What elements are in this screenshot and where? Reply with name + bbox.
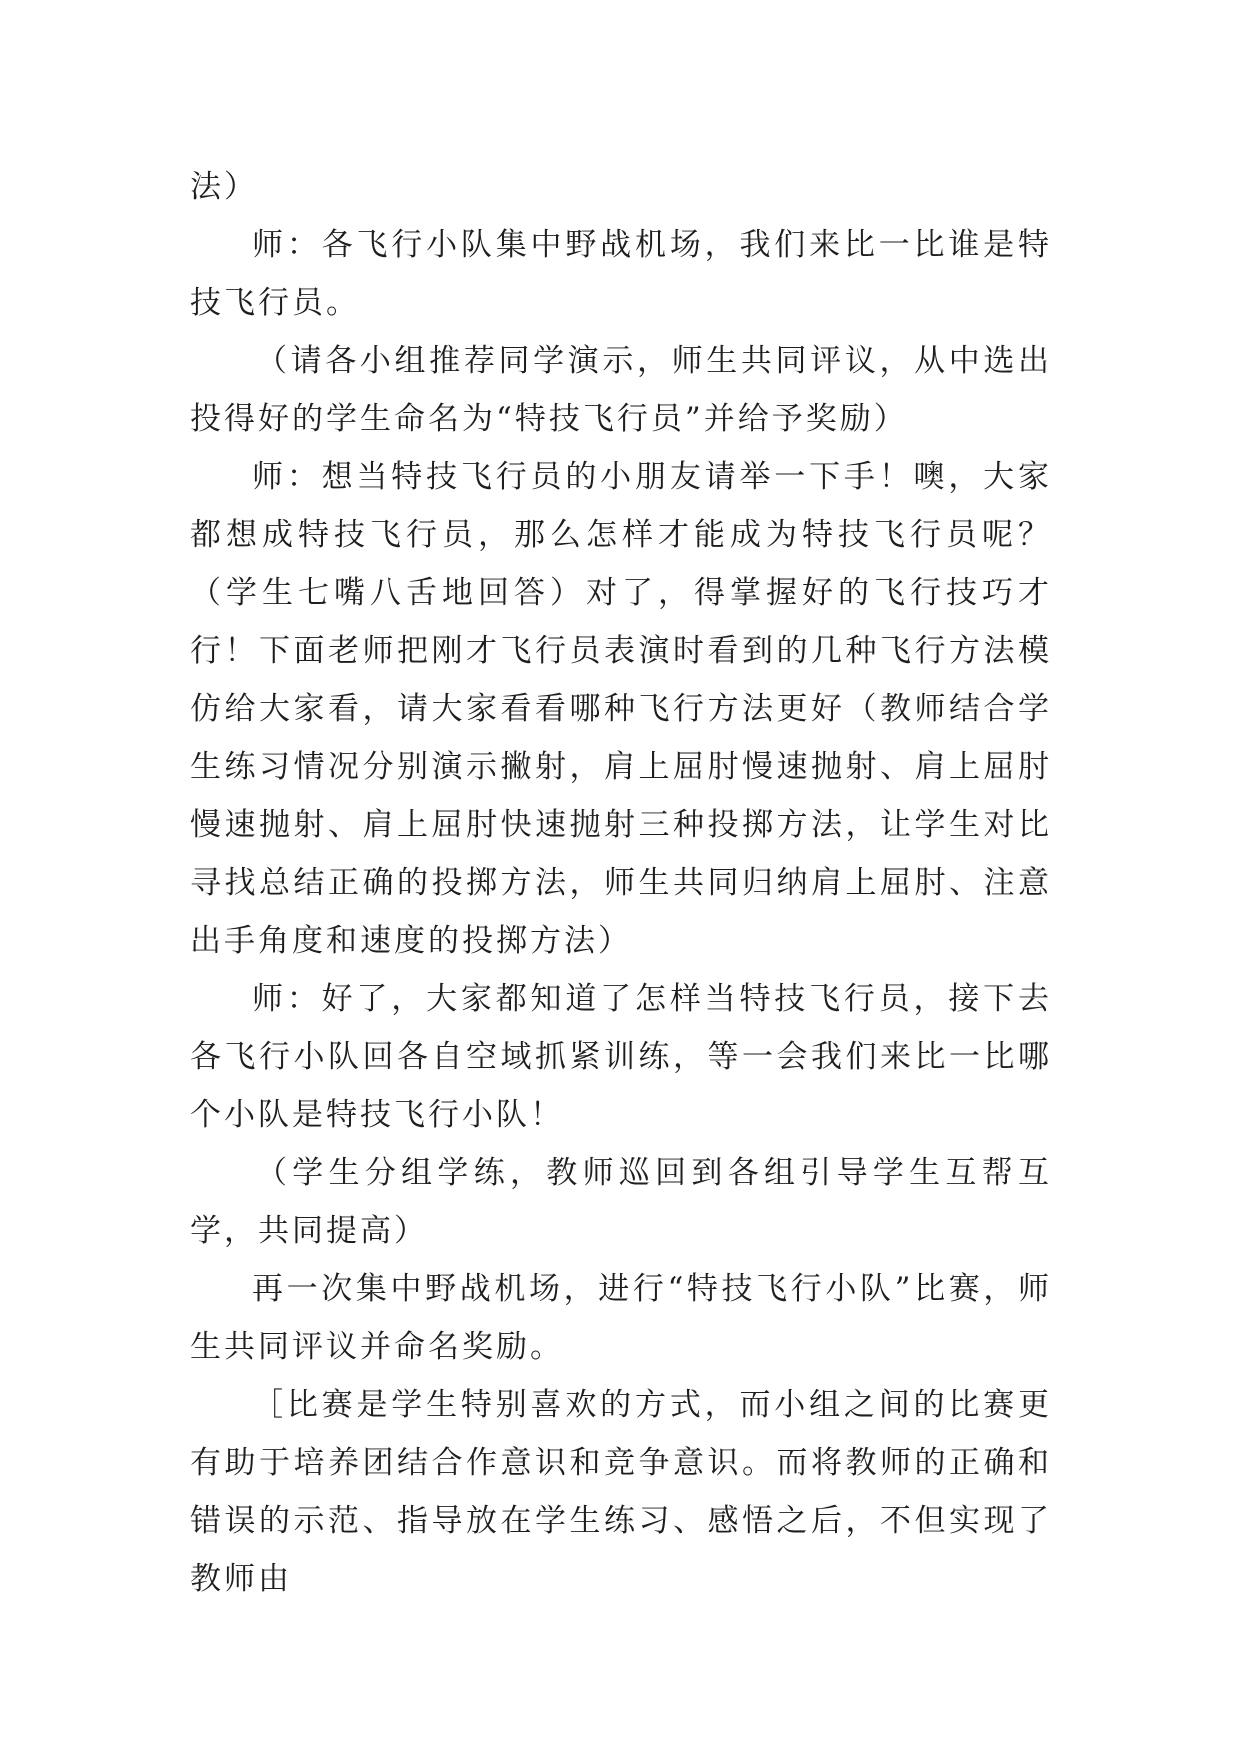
paragraph: 师：想当特技飞行员的小朋友请举一下手！噢，大家都想成特技飞行员，那么怎样才能成为特技飞行员呢？（学生七嘴八舌地回答）对了，得掌握好的飞行技巧才行！下面老师把刚才飞行员表演时看到的几种飞行方法模仿给大家看，请大家看看哪种飞行方法更好（教师结合学生练习情况分别演示撇射，肩上屈肘慢速抛射、肩上屈肘慢速抛射、肩上屈肘快速抛射三种投掷方法，让学生对比寻找总结正确的投掷方法，师生共同归纳肩上屈肘、注意出手角度和速度的投掷方法） xyxy=(190,459,1052,959)
paragraph: （请各小组推荐同学演示，师生共同评议，从中选出投得好的学生命名为“特技飞行员”并给予奖励） xyxy=(190,343,1052,437)
paragraph: 法） xyxy=(190,169,258,205)
paragraph: ［比赛是学生特别喜欢的方式，而小组之间的比赛更有助于培养团结合作意识和竞争意识。而将教师的正确和错误的示范、指导放在学生练习、感悟之后，不但实现了教师由 xyxy=(190,1387,1052,1597)
paragraph: 师：各飞行小队集中野战机场，我们来比一比谁是特技飞行员。 xyxy=(190,227,1052,321)
document-body xyxy=(190,158,1052,1608)
paragraph: （学生分组学练，教师巡回到各组引导学生互帮互学，共同提高） xyxy=(190,1155,1052,1249)
paragraph: 师：好了，大家都知道了怎样当特技飞行员，接下去各飞行小队回各自空域抓紧训练，等一会我们来比一比哪个小队是特技飞行小队！ xyxy=(190,981,1052,1133)
paragraph: 再一次集中野战机场，进行“特技飞行小队”比赛，师生共同评议并命名奖励。 xyxy=(190,1271,1052,1365)
